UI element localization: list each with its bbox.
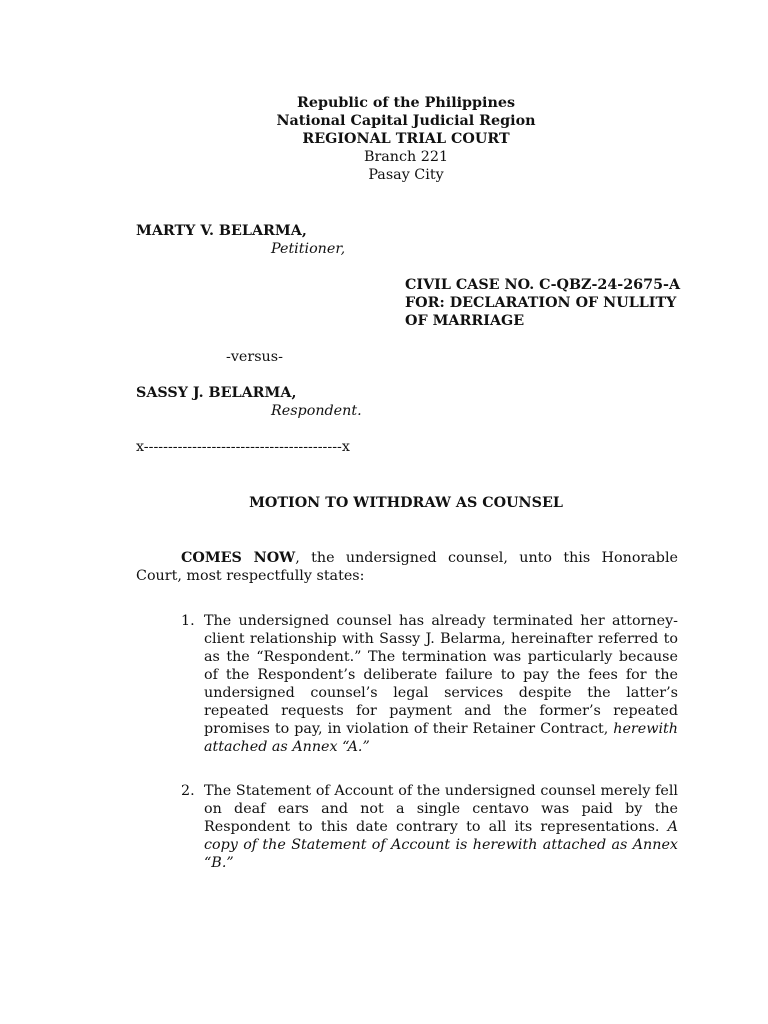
item-number: 1.: [181, 613, 195, 629]
item-text: The undersigned counsel has already terminated her attorney-client relationship with Sassy J. Belarma, hereinafter referred to as the “Respondent.” The termination was particularly because of the Respondent’s deliberate failure to pay the fees for the undersigned counsel’s legal services despite the latter’s repeated requests for payment and the former’s repeated promises to pay, in violation of their Retainer Contract,: [204, 613, 678, 737]
motion-title: MOTION TO WITHDRAW AS COUNSEL: [249, 495, 563, 511]
caption-separator: x-----------------------------------------x: [136, 439, 350, 455]
list-item: [204, 782, 678, 872]
respondent-name: SASSY J. BELARMA,: [136, 385, 297, 401]
court-header: [0, 94, 768, 184]
item-number: 2.: [181, 783, 195, 799]
case-for-line-2: OF MARRIAGE: [405, 313, 525, 329]
item-annex: A copy of the Statement of Account is herewith attached as Annex “B.”: [204, 819, 678, 871]
intro-lead: COMES NOW: [181, 550, 296, 566]
region-line: National Capital Judicial Region: [276, 113, 536, 129]
case-number: CIVIL CASE NO. C-QBZ-24-2675-A: [405, 277, 681, 293]
petitioner-name: MARTY V. BELARMA,: [136, 223, 307, 239]
item-annex: herewith attached as Annex “A.”: [204, 721, 678, 755]
list-item: [204, 612, 678, 756]
respondent-role: Respondent.: [271, 403, 362, 419]
petitioner-role: Petitioner,: [271, 241, 346, 257]
city-line: Pasay City: [368, 167, 444, 183]
intro-text: , the undersigned counsel, unto this Honorable Court, most respectfully states:: [136, 550, 678, 584]
item-text: The Statement of Account of the undersigned counsel merely fell on deaf ears and not a single centavo was paid by the Respondent to this date contrary to all its representations.: [204, 783, 678, 835]
intro-paragraph: [136, 549, 678, 585]
case-for-line-1: FOR: DECLARATION OF NULLITY: [405, 295, 677, 311]
court-line: REGIONAL TRIAL COURT: [302, 131, 510, 147]
branch-line: Branch 221: [363, 149, 449, 165]
versus-label: -versus-: [226, 349, 283, 365]
republic-line: Republic of the Philippines: [296, 95, 516, 111]
